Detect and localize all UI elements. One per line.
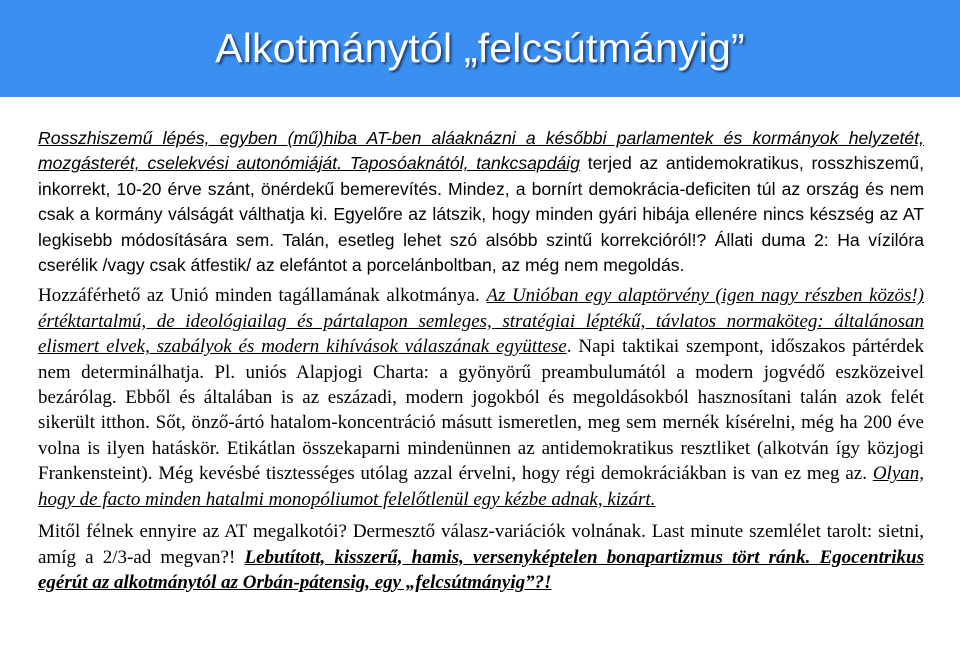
paragraph-2-closing-emphasis: Olyan, hogy de facto minden hatalmi monopóliumot felelőtlenül egy kézbe adnak, kizárt. xyxy=(38,463,924,510)
paragraph-2-text: . Napi taktikai szempont, időszakos pártérdek nem determinálhatja. Pl. uniós Alapjogi Charta: a gyönyörű preambulumától a modern jogvédő eszközeivel bezárólag. Ebből és általában is az eszázadi, modern jogokból és megoldásokból hasznosítani talán azok felét sikerült itthon. Sőt, önző-ártó hatalom-koncentráció másutt ismeretlen, meg sem mernék kísérelni, még ha 200 éve volna is ilyen hatáskör. Etikátlan összekaparni mindenünnen az antidemokratikus resztliket (alkotván így közjogi Frankensteint). Még kevésbé tisztességes utólag azzal érvelni, hogy régi demokráciákban is van ez meg az. xyxy=(38,336,924,485)
paragraph-2-intro: Hozzáférhető az Unió minden tagállamának alkotmánya. xyxy=(38,285,487,307)
paragraph-3 xyxy=(38,519,924,595)
paragraph-2 xyxy=(38,283,924,512)
paragraph-3-emphasis: Lebutított, kisszerű, hamis, versenyképtelen bonapartizmus tört ránk. Egocentrikus egérút az alkotmánytól az Orbán-pátensig, egy „felcsútmányig”?! xyxy=(38,546,925,593)
paragraph-1-text: terjed az antidemokratikus, rosszhiszemű, inkorrekt, 10-20 érve szánt, önérdekű bemerevítés. Mindez, a bornírt demokrácia-deficiten túl az ország és nem csak a kormány válságát válthatja ki. Egyelőre az látszik, hogy minden gyári hibája ellenére nincs készség az AT legkisebb módosítására sem. Talán, esetleg lehet szó alsóbb szintű korrekcióról!? Állati duma 2: Ha vízilóra cserélik /vagy csak átfestik/ az elefántot a porcelánboltban, az még nem megoldás. xyxy=(38,153,924,276)
paragraph-1-emphasis: Rosszhiszemű lépés, egyben (mű)hiba AT-ben aláaknázni a későbbi parlamentek és kormányok helyzetét, mozgásterét, cselekvési autonómiáját. Taposóaknától, tankcsapdáig xyxy=(38,128,924,174)
paragraph-1 xyxy=(38,126,924,278)
paragraph-3-text: Mitől félnek ennyire az AT megalkotói? Dermesztő válasz-variációk volnának. Last minute szemlélet tarolt: sietni, amíg a 2/3-ad megvan?! xyxy=(38,521,924,568)
title-banner xyxy=(0,0,960,97)
paragraph-2-emphasis: Az Unióban egy alaptörvény (igen nagy részben közös!) értéktartalmú, de ideológiailag és pártalapon semleges, stratégiai léptékű, távlatos normaköteg: általánosan elismert elvek, szabályok és modern kihívások válaszának együttese xyxy=(38,285,925,358)
page-title: Alkotmánytól „felcsútmányig” xyxy=(215,25,745,71)
body-text xyxy=(38,126,924,595)
